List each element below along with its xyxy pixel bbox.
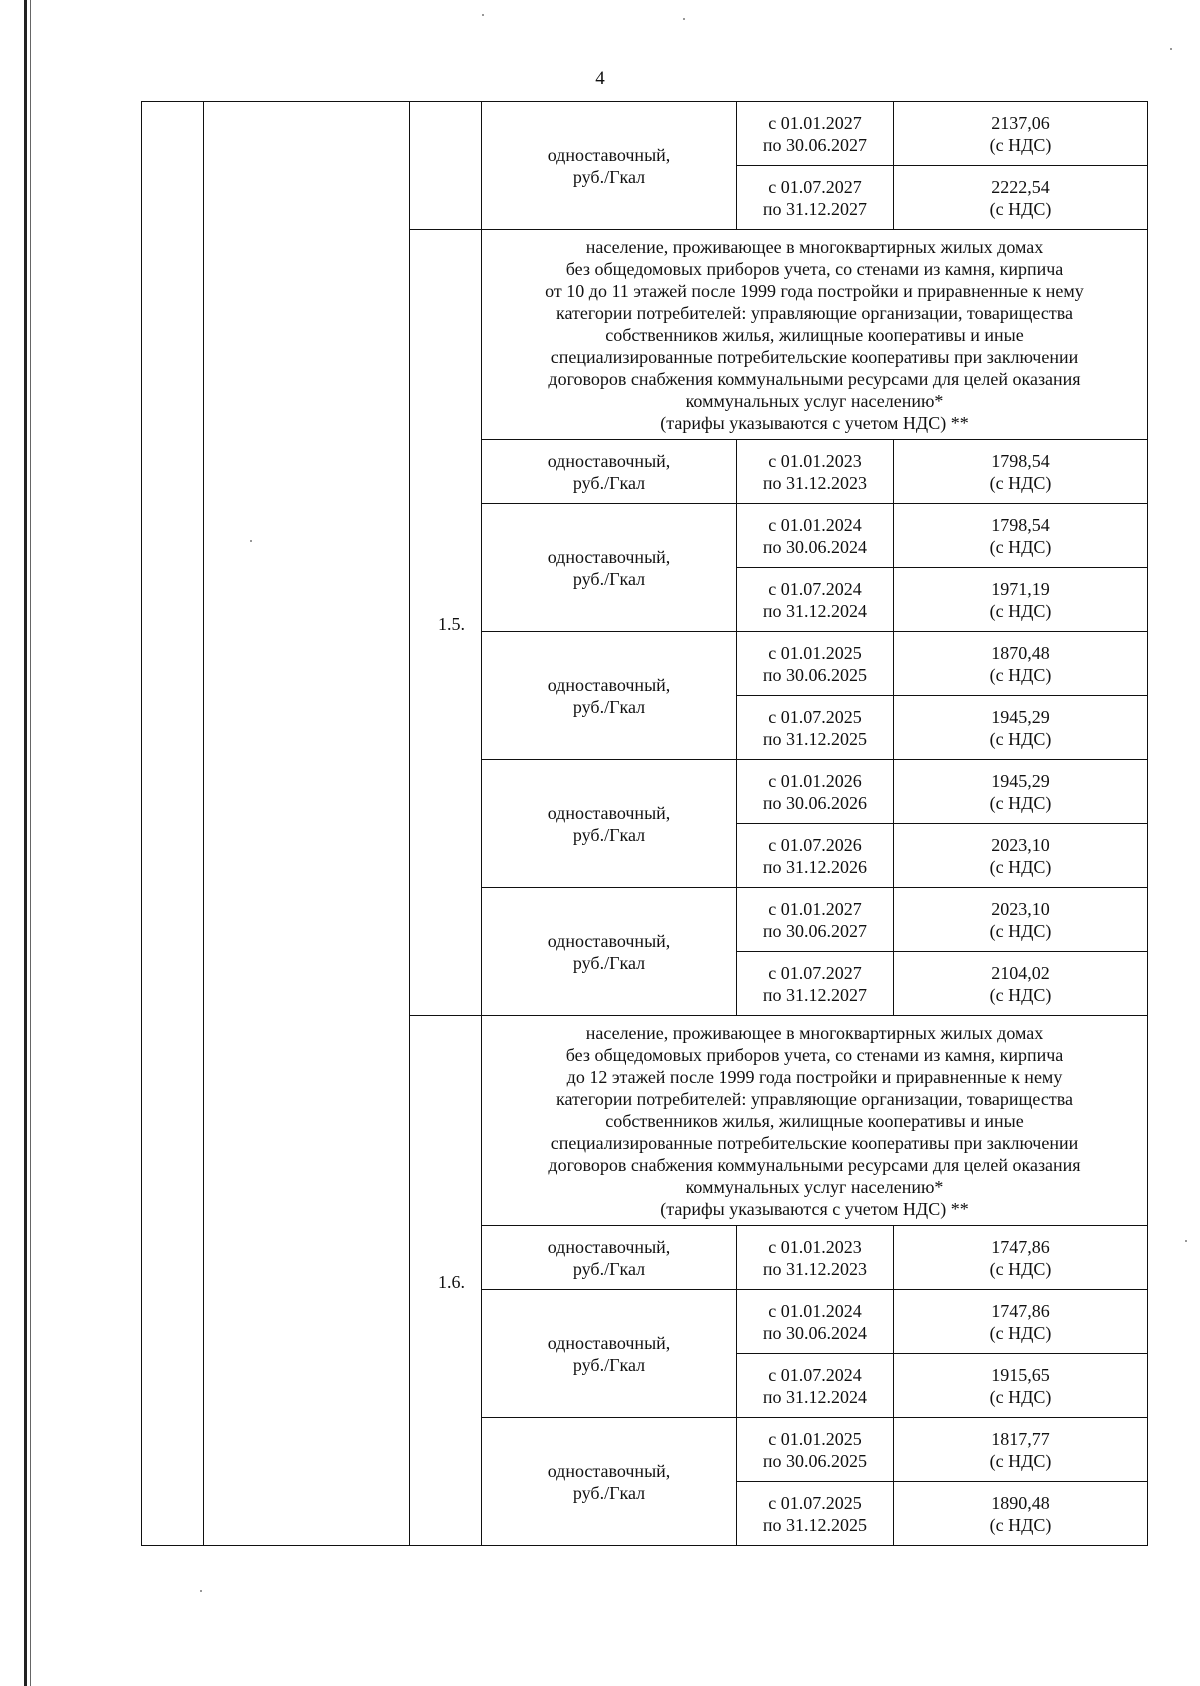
tariff-table <box>141 101 1148 1546</box>
period-cell: с 01.07.2025 по 31.12.2025 <box>737 1482 894 1546</box>
value-cell: 2104,02 (с НДС) <box>894 952 1148 1016</box>
value-cell: 1870,48 (с НДС) <box>894 632 1148 696</box>
period-cell: с 01.01.2024 по 30.06.2024 <box>737 504 894 568</box>
value-cell: 1747,86 (с НДС) <box>894 1290 1148 1354</box>
period-cell: с 01.07.2024 по 31.12.2024 <box>737 1354 894 1418</box>
tariff-type-cell: одноставочный, руб./Гкал <box>482 1418 737 1546</box>
col-3-empty <box>410 102 482 230</box>
col-2-empty <box>204 102 410 1546</box>
value-cell: 2023,10 (с НДС) <box>894 824 1148 888</box>
tariff-type-cell: одноставочный, руб./Гкал <box>482 440 737 504</box>
scan-speck <box>482 14 484 16</box>
value-cell: 1890,48 (с НДС) <box>894 1482 1148 1546</box>
period-cell: с 01.01.2024 по 30.06.2024 <box>737 1290 894 1354</box>
value-cell: 2137,06 (с НДС) <box>894 102 1148 166</box>
period-cell: с 01.07.2025 по 31.12.2025 <box>737 696 894 760</box>
tariff-type-cell: одноставочный, руб./Гкал <box>482 1290 737 1418</box>
value-cell: 1915,65 (с НДС) <box>894 1354 1148 1418</box>
section-number: 1.5. <box>410 230 482 1016</box>
value-cell: 1945,29 (с НДС) <box>894 760 1148 824</box>
section-description: население, проживающее в многоквартирных жилых домах без общедомовых приборов учета, со стенами из камня, кирпича до 12 этажей после 1999 года постройки и приравненные к нему категории потребителей: управляющие организации, товарищества собственников жилья, жилищные кооперативы и иные специализированные потребительские кооперативы при заключении договоров снабжения коммунальными ресурсами для целей оказания коммунальных услуг населению* (тарифы указываются с учетом НДС) ** <box>482 1016 1148 1226</box>
table-row <box>142 102 1148 166</box>
tariff-type-cell: одноставочный, руб./Гкал <box>482 504 737 632</box>
col-1-empty <box>142 102 204 1546</box>
value-cell: 2023,10 (с НДС) <box>894 888 1148 952</box>
tariff-type-cell: одноставочный, руб./Гкал <box>482 632 737 760</box>
tariff-type-cell: одноставочный, руб./Гкал <box>482 760 737 888</box>
period-cell: с 01.07.2027 по 31.12.2027 <box>737 952 894 1016</box>
period-cell: с 01.07.2024 по 31.12.2024 <box>737 568 894 632</box>
section-number: 1.6. <box>410 1016 482 1546</box>
period-cell: с 01.07.2027 по 31.12.2027 <box>737 166 894 230</box>
period-cell: с 01.07.2026 по 31.12.2026 <box>737 824 894 888</box>
period-cell: с 01.01.2025 по 30.06.2025 <box>737 1418 894 1482</box>
period-cell: с 01.01.2027 по 30.06.2027 <box>737 102 894 166</box>
tariff-type-cell: одноставочный, руб./Гкал <box>482 1226 737 1290</box>
scan-speck <box>683 18 685 20</box>
section-description: население, проживающее в многоквартирных жилых домах без общедомовых приборов учета, со стенами из камня, кирпича от 10 до 11 этажей после 1999 года постройки и приравненные к нему категории потребителей: управляющие организации, товарищества собственников жилья, жилищные кооперативы и иные специализированные потребительские кооперативы при заключении договоров снабжения коммунальными ресурсами для целей оказания коммунальных услуг населению* (тарифы указываются с учетом НДС) ** <box>482 230 1148 440</box>
value-cell: 1798,54 (с НДС) <box>894 504 1148 568</box>
page-number: 4 <box>595 68 605 89</box>
scan-speck <box>1170 48 1172 50</box>
value-cell: 1798,54 (с НДС) <box>894 440 1148 504</box>
tariff-type-cell: одноставочный, руб./Гкал <box>482 102 737 230</box>
scan-speck <box>1185 1240 1187 1242</box>
scan-left-edge <box>24 0 27 1686</box>
value-cell: 2222,54 (с НДС) <box>894 166 1148 230</box>
period-cell: с 01.01.2023 по 31.12.2023 <box>737 1226 894 1290</box>
scan-speck <box>200 1590 202 1592</box>
period-cell: с 01.01.2027 по 30.06.2027 <box>737 888 894 952</box>
period-cell: с 01.01.2023 по 31.12.2023 <box>737 440 894 504</box>
value-cell: 1817,77 (с НДС) <box>894 1418 1148 1482</box>
scan-left-edge-line <box>30 0 31 1686</box>
period-cell: с 01.01.2026 по 30.06.2026 <box>737 760 894 824</box>
tariff-type-cell: одноставочный, руб./Гкал <box>482 888 737 1016</box>
period-cell: с 01.01.2025 по 30.06.2025 <box>737 632 894 696</box>
scan-speck <box>250 540 252 542</box>
value-cell: 1971,19 (с НДС) <box>894 568 1148 632</box>
value-cell: 1945,29 (с НДС) <box>894 696 1148 760</box>
value-cell: 1747,86 (с НДС) <box>894 1226 1148 1290</box>
